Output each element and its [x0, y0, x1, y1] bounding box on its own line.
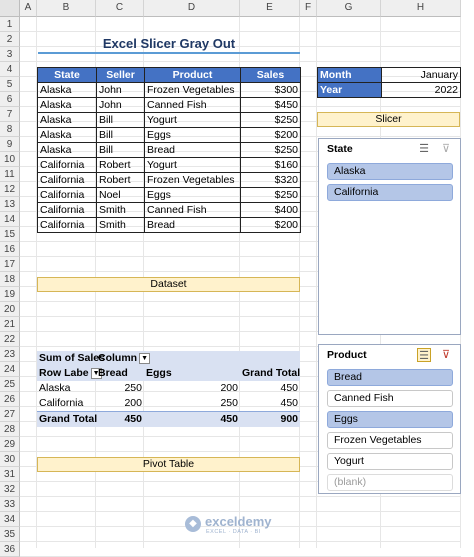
row-header[interactable]: 3 — [0, 47, 20, 62]
table-row — [38, 218, 301, 233]
column-header-g[interactable]: G — [317, 0, 381, 17]
exceldemy-logo-icon: ◆ — [185, 516, 201, 532]
dataset-header-cell[interactable]: Seller — [97, 68, 145, 83]
dataset-cell[interactable]: California — [38, 158, 97, 173]
row-header[interactable]: 22 — [0, 332, 20, 347]
row-header[interactable]: 15 — [0, 227, 20, 242]
dataset-cell[interactable]: Bill — [97, 113, 145, 128]
pivot-cell[interactable]: Alaska — [39, 382, 71, 394]
dataset-cell[interactable]: Bread — [145, 143, 241, 158]
dataset-cell[interactable]: Alaska — [38, 113, 97, 128]
row-header[interactable]: 21 — [0, 317, 20, 332]
dataset-cell[interactable]: $400 — [241, 203, 301, 218]
row-header[interactable]: 36 — [0, 542, 20, 557]
table-row — [38, 203, 301, 218]
dataset-cell[interactable]: Eggs — [145, 128, 241, 143]
multi-select-icon[interactable]: ☰ — [419, 143, 429, 155]
dataset-cell[interactable]: Smith — [97, 218, 145, 233]
pivot-col-grand-total: Grand Total — [242, 367, 301, 379]
pivot-cell[interactable]: 200 — [220, 382, 238, 394]
slicer-item[interactable]: Canned Fish — [327, 390, 453, 407]
dataset-cell[interactable]: California — [38, 173, 97, 188]
dataset-cell[interactable]: California — [38, 218, 97, 233]
dataset-cell[interactable]: Eggs — [145, 188, 241, 203]
pivot-cell[interactable]: 250 — [124, 382, 142, 394]
row-header[interactable]: 35 — [0, 527, 20, 542]
row-header[interactable]: 33 — [0, 497, 20, 512]
row-header[interactable]: 16 — [0, 242, 20, 257]
dataset-cell[interactable]: Bread — [145, 218, 241, 233]
dataset-cell[interactable]: $250 — [241, 113, 301, 128]
table-row — [38, 173, 301, 188]
dataset-table — [37, 67, 301, 233]
dataset-cell[interactable]: John — [97, 83, 145, 98]
dataset-cell[interactable]: Frozen Vegetables — [145, 83, 241, 98]
table-row — [37, 381, 300, 396]
dataset-cell[interactable]: Alaska — [38, 98, 97, 113]
slicer-item[interactable]: Bread — [327, 369, 453, 386]
row-header[interactable]: 13 — [0, 197, 20, 212]
slicer-item[interactable]: Alaska — [327, 163, 453, 180]
pivot-values-field[interactable]: Sum of Sales — [39, 352, 105, 364]
pivot-col-eggs: Eggs — [146, 367, 172, 379]
slicer-label: Slicer — [317, 112, 460, 127]
dataset-cell[interactable]: Alaska — [38, 83, 97, 98]
table-row — [38, 113, 301, 128]
clear-filter-icon[interactable]: ⊽ — [441, 143, 451, 155]
dataset-header-cell[interactable]: Product — [145, 68, 241, 83]
dataset-cell[interactable]: Canned Fish — [145, 98, 241, 113]
row-header[interactable]: 5 — [0, 77, 20, 92]
row-header[interactable]: 29 — [0, 437, 20, 452]
dataset-cell[interactable]: Bill — [97, 143, 145, 158]
pivot-total-bread: 450 — [96, 412, 144, 428]
column-header-e[interactable]: E — [240, 0, 300, 17]
row-header[interactable]: 34 — [0, 512, 20, 527]
pivot-table-label: Pivot Table — [37, 457, 300, 472]
row-header[interactable]: 18 — [0, 272, 20, 287]
gridline — [20, 496, 461, 497]
pivot-cell[interactable]: 250 — [220, 397, 238, 409]
month-value[interactable]: January — [382, 68, 461, 83]
row-header[interactable]: 4 — [0, 62, 20, 77]
row-filter-icon[interactable]: ▼ — [91, 368, 102, 379]
dataset-cell[interactable]: $300 — [241, 83, 301, 98]
row-header[interactable]: 6 — [0, 92, 20, 107]
pivot-table — [37, 351, 300, 427]
table-row — [37, 396, 300, 412]
column-header-h[interactable]: H — [381, 0, 461, 17]
sheet-title: Excel Slicer Gray Out — [102, 36, 236, 51]
month-label: Month — [318, 68, 382, 83]
row-header[interactable]: 9 — [0, 137, 20, 152]
dataset-cell[interactable]: Canned Fish — [145, 203, 241, 218]
table-row — [38, 188, 301, 203]
dataset-cell[interactable]: Yogurt — [145, 113, 241, 128]
dataset-header-cell[interactable]: State — [38, 68, 97, 83]
row-header[interactable]: 25 — [0, 377, 20, 392]
row-header[interactable]: 19 — [0, 287, 20, 302]
dataset-cell[interactable]: John — [97, 98, 145, 113]
pivot-total-grand: 900 — [240, 412, 300, 428]
title-underline — [38, 52, 300, 54]
dataset-cell[interactable]: Frozen Vegetables — [145, 173, 241, 188]
gridline — [20, 541, 461, 542]
row-header[interactable]: 12 — [0, 182, 20, 197]
state-slicer-title: State — [327, 143, 353, 155]
pivot-column-labels[interactable]: Column ▼ — [96, 351, 300, 366]
row-header[interactable]: 14 — [0, 212, 20, 227]
row-header[interactable]: 7 — [0, 107, 20, 122]
pivot-cell[interactable]: California — [39, 397, 84, 409]
pivot-row-labels[interactable]: Row Labe ▼ — [37, 366, 96, 381]
state-slicer[interactable] — [318, 138, 461, 335]
dataset-cell[interactable]: $250 — [241, 143, 301, 158]
dataset-cell[interactable]: $160 — [241, 158, 301, 173]
table-row — [38, 83, 301, 98]
dataset-label: Dataset — [37, 277, 300, 292]
dataset-cell[interactable]: California — [38, 203, 97, 218]
product-slicer-title: Product — [327, 349, 367, 361]
gridline — [20, 31, 461, 32]
table-row — [38, 128, 301, 143]
dataset-cell[interactable]: Smith — [97, 203, 145, 218]
column-header-a[interactable]: A — [20, 0, 37, 17]
year-label: Year — [318, 83, 382, 98]
column-header-b[interactable]: B — [37, 0, 96, 17]
column-header-c[interactable]: C — [96, 0, 144, 17]
pivot-cell[interactable]: 450 — [280, 397, 299, 409]
row-header[interactable]: 28 — [0, 422, 20, 437]
dataset-cell[interactable]: Robert — [97, 173, 145, 188]
row-header[interactable]: 32 — [0, 482, 20, 497]
column-header-f[interactable]: F — [300, 0, 317, 17]
product-slicer[interactable] — [318, 344, 461, 494]
dataset-cell[interactable]: $200 — [241, 218, 301, 233]
dataset-cell[interactable]: $200 — [241, 128, 301, 143]
pivot-cell[interactable]: 450 — [280, 382, 299, 394]
dataset-cell[interactable]: Alaska — [38, 128, 97, 143]
slicer-item[interactable]: Yogurt — [327, 453, 453, 470]
slicer-item[interactable]: Frozen Vegetables — [327, 432, 453, 449]
dataset-cell[interactable]: Alaska — [38, 143, 97, 158]
dataset-cell[interactable]: $450 — [241, 98, 301, 113]
table-row — [38, 98, 301, 113]
table-row — [38, 158, 301, 173]
row-header[interactable]: 1 — [0, 17, 20, 32]
table-row — [38, 143, 301, 158]
dataset-cell[interactable]: Noel — [97, 188, 145, 203]
dataset-header-cell[interactable]: Sales — [241, 68, 301, 83]
pivot-total-label: Grand Total — [39, 413, 98, 425]
row-header[interactable]: 30 — [0, 452, 20, 467]
month-year-table — [317, 67, 461, 98]
row-header[interactable]: 11 — [0, 167, 20, 182]
row-header[interactable]: 24 — [0, 362, 20, 377]
multi-select-icon[interactable]: ☰ — [417, 348, 431, 362]
pivot-total-eggs: 450 — [144, 412, 240, 428]
select-all-corner[interactable] — [0, 0, 20, 17]
row-header[interactable]: 23 — [0, 347, 20, 362]
row-header[interactable]: 27 — [0, 407, 20, 422]
pivot-col-bread: Bread — [98, 367, 128, 379]
column-header-d[interactable]: D — [144, 0, 240, 17]
pivot-cell[interactable]: 200 — [124, 397, 142, 409]
column-filter-icon[interactable]: ▼ — [139, 353, 150, 364]
slicer-item[interactable]: California — [327, 184, 453, 201]
row-header[interactable]: 17 — [0, 257, 20, 272]
dataset-cell[interactable]: $320 — [241, 173, 301, 188]
clear-filter-icon[interactable]: ⊽ — [441, 349, 451, 361]
dataset-cell[interactable]: Bill — [97, 128, 145, 143]
row-header[interactable]: 20 — [0, 302, 20, 317]
row-header[interactable]: 26 — [0, 392, 20, 407]
gridline — [20, 61, 461, 62]
dataset-cell[interactable]: Robert — [97, 158, 145, 173]
dataset-cell[interactable]: $250 — [241, 188, 301, 203]
dataset-cell[interactable]: Yogurt — [145, 158, 241, 173]
slicer-item[interactable]: (blank) — [327, 474, 453, 491]
row-header[interactable]: 2 — [0, 32, 20, 47]
exceldemy-watermark: ◆ exceldemy EXCEL · DATA · BI — [185, 512, 295, 538]
row-header[interactable]: 10 — [0, 152, 20, 167]
row-header[interactable]: 8 — [0, 122, 20, 137]
dataset-cell[interactable]: California — [38, 188, 97, 203]
slicer-item[interactable]: Eggs — [327, 411, 453, 428]
row-header[interactable]: 31 — [0, 467, 20, 482]
year-value[interactable]: 2022 — [382, 83, 461, 98]
